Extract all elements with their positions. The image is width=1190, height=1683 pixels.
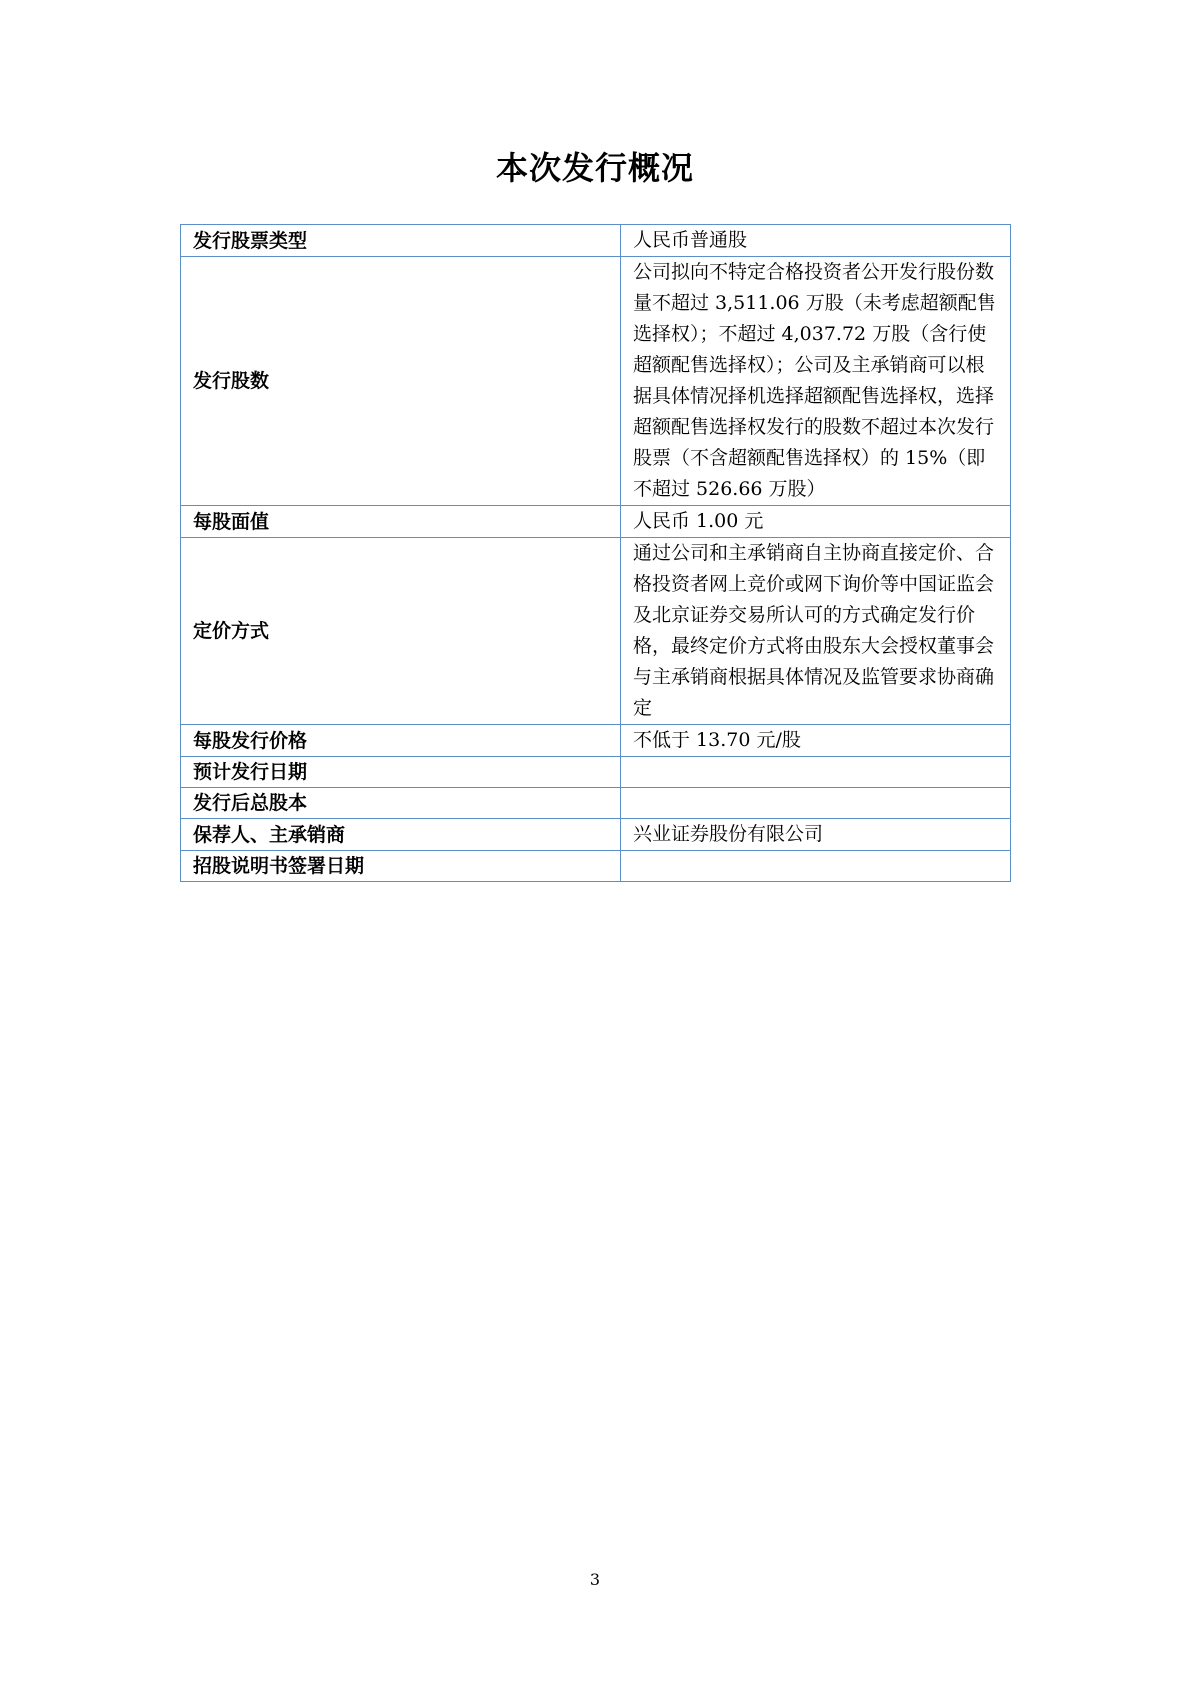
row-label: 保荐人、主承销商: [181, 819, 621, 851]
row-value: [621, 788, 1011, 819]
row-value: 兴业证券股份有限公司: [621, 819, 1011, 851]
row-value: 公司拟向不特定合格投资者公开发行股份数量不超过 3,511.06 万股（未考虑超额配售选择权）；不超过 4,037.72 万股（含行使超额配售选择权）；公司及主承销商可以根据具体情况择机选择超额配售选择权，选择超额配售选择权发行的股数不超过本次发行股票（不含超额配售选择权）的 15%（即不超过 526.66 万股）: [621, 257, 1011, 506]
row-value: 人民币普通股: [621, 225, 1011, 257]
table-row-issue-price: [181, 725, 1011, 757]
row-value: 人民币 1.00 元: [621, 506, 1011, 538]
table-row-sponsor: [181, 819, 1011, 851]
row-label: 招股说明书签署日期: [181, 851, 621, 882]
table-row-par-value: [181, 506, 1011, 538]
row-value: 通过公司和主承销商自主协商直接定价、合格投资者网上竞价或网下询价等中国证监会及北京证券交易所认可的方式确定发行价格，最终定价方式将由股东大会授权董事会与主承销商根据具体情况及监管要求协商确定: [621, 538, 1011, 725]
table-row-signing-date: [181, 851, 1011, 882]
row-label: 每股面值: [181, 506, 621, 538]
row-label: 预计发行日期: [181, 757, 621, 788]
row-value: 不低于 13.70 元/股: [621, 725, 1011, 757]
page-number: 3: [589, 1570, 601, 1589]
row-label: 定价方式: [181, 538, 621, 725]
table-row-stock-type: [181, 225, 1011, 257]
table-row-share-count: [181, 257, 1011, 506]
row-label: 发行股票类型: [181, 225, 621, 257]
row-label: 发行股数: [181, 257, 621, 506]
table-row-issue-date: [181, 757, 1011, 788]
row-label: 每股发行价格: [181, 725, 621, 757]
table-row-total-shares: [181, 788, 1011, 819]
table-row-pricing-method: [181, 538, 1011, 725]
offering-summary-table: [180, 224, 1011, 882]
row-value: [621, 851, 1011, 882]
page-title: 本次发行概况: [495, 149, 694, 187]
row-label: 发行后总股本: [181, 788, 621, 819]
row-value: [621, 757, 1011, 788]
